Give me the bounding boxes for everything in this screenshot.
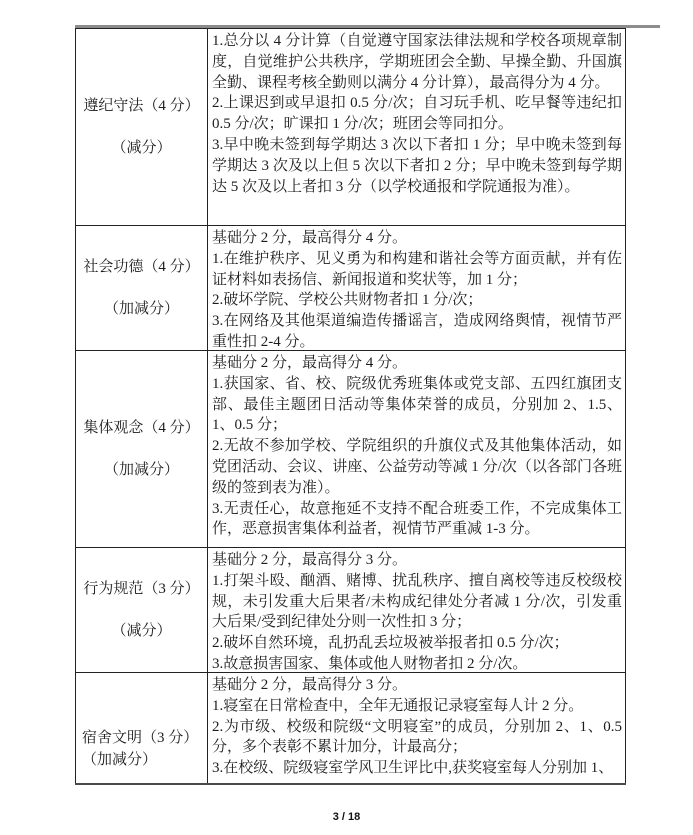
category-name: 集体观念（4 分） (83, 420, 200, 436)
rules-cell (208, 673, 626, 785)
rule-paragraph: 2.破坏自然环境，乱扔乱丢垃圾被举报者扣 0.5 分/次； (212, 635, 569, 652)
rule-paragraph: 3.无责任心，故意拖延不支持不配合班委工作，不完成集体工作，恶意损害集体利益者，视情节严重减 1-3 分。 (212, 500, 622, 538)
category-name: 行为规范（3 分） (83, 581, 200, 597)
category-modifier: （加减分） (103, 462, 179, 478)
rules-text-block (208, 29, 625, 225)
rules-text-block (208, 351, 625, 547)
rules-cell (208, 548, 626, 673)
rule-paragraph: 2.上课迟到或早退扣 0.5 分/次；自习玩手机、吃早餐等违纪扣 0.5 分/次；旷课扣 1 分/次；班团会等同扣分。 (212, 95, 622, 133)
rule-paragraph: 基础分 2 分，最高得分 3 分。 (212, 677, 408, 693)
category-name: 遵纪守法（4 分） (83, 98, 200, 114)
table-row (76, 226, 626, 351)
rules-cell (208, 351, 626, 548)
rules-text-block (208, 548, 625, 672)
rule-paragraph: 2.为市级、校级和院级“文明寝室”的成员，分别加 2、1、0.5 分，多个表彰不累计加分，计最高分； (212, 718, 622, 756)
category-cell (76, 226, 208, 351)
rule-paragraph: 2.无故不参加学校、学院组织的升旗仪式及其他集体活动，如党团活动、会议、讲座、公益劳动等减 1 分/次（以各部门各班级的签到表为准）。 (212, 438, 622, 496)
rule-paragraph: 3.在校级、院级寝室学风卫生评比中,获奖寝室每人分别加 1、 (212, 760, 614, 777)
category-cell (76, 29, 208, 226)
rule-paragraph: 1.打架斗殴、酗酒、赌博、扰乱秩序、擅自离校等违反校级校规，未引发重大后果者/未构成纪律处分者减 1 分/次，引发重大后果/受到纪律处分则一次性扣 3 分； (212, 572, 622, 631)
page-number: 3 / 18 (332, 811, 361, 823)
rules-cell (208, 29, 626, 226)
table-row (76, 351, 626, 548)
category-modifier: （减分） (111, 140, 172, 156)
category-cell (76, 351, 208, 548)
category-modifier: （减分） (111, 623, 172, 639)
rule-paragraph: 1.总分以 4 分计算（自觉遵守国家法律法规和学校各项规章制度，自觉维护公共秩序，学期班团会全勤、早操全勤、升国旗全勤、课程考核全勤则以满分 4 分计算），最高得分为 4 分。 (212, 33, 622, 91)
table-row (76, 673, 626, 785)
conduct-scoring-table (75, 28, 626, 785)
rule-paragraph: 1.在维护秩序、见义勇为和构建和谐社会等方面贡献，并有佐证材料如表扬信、新闻报道和奖状等，加 1 分； (212, 250, 622, 288)
table-row (76, 29, 626, 226)
rules-cell (208, 226, 626, 351)
rule-paragraph: 基础分 2 分，最高得分 3 分。 (212, 552, 408, 568)
category-name: 社会功德（4 分） (83, 259, 200, 275)
rule-paragraph: 3.故意损害国家、集体或他人财物者扣 2 分/次。 (212, 655, 528, 672)
rule-paragraph: 1.寝室在日常检查中，全年无通报记录寝室每人计 2 分。 (212, 697, 584, 714)
rule-paragraph: 基础分 2 分，最高得分 4 分。 (212, 355, 408, 371)
category-cell (76, 673, 208, 785)
category-modifier: （加减分） (82, 752, 158, 768)
rules-text-block (208, 673, 625, 783)
rules-text-block (208, 226, 625, 350)
table-row (76, 548, 626, 673)
rule-paragraph: 3.早中晚未签到每学期达 3 次以下者扣 1 分；早中晚未签到每学期达 3 次及以上但 5 次以下者扣 2 分；早中晚未签到每学期达 5 次及以上者扣 3 分（以学校通报和学院通报为准）。 (212, 136, 622, 195)
rule-paragraph: 2.破坏学院、学校公共财物者扣 1 分/次； (212, 292, 483, 309)
category-name: 宿舍文明（3 分） (82, 730, 199, 746)
rule-paragraph: 基础分 2 分，最高得分 4 分。 (212, 230, 408, 246)
category-cell (76, 548, 208, 673)
category-modifier: （加减分） (103, 301, 179, 317)
rule-paragraph: 3.在网络及其他渠道编造传播谣言，造成网络舆情，视情节严重性扣 2-4 分。 (212, 313, 622, 350)
rule-paragraph: 1.获国家、省、校、院级优秀班集体或党支部、五四红旗团支部、最佳主题团日活动等集体荣誉的成员，分别加 2、1.5、1、0.5 分； (212, 375, 622, 434)
